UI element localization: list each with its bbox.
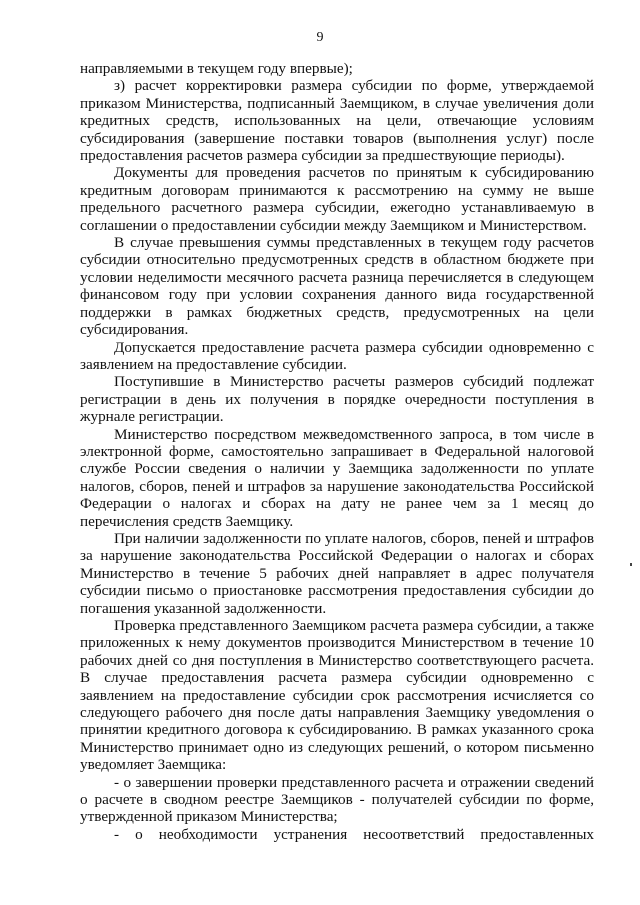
paragraph-documents-limit: Документы для проведения расчетов по принятым к субсидированию кредитным договорам принимаются к рассмотрению на сумму не выше предельного расчетного размера субсидии, ежегодно устанавливаемую в соглашении о предоставлении субсидии между Заемщиком и Министерством. xyxy=(80,164,594,234)
list-item-completion: - о завершении проверки представленного расчета и отражении сведений о расчете в сводном реестре Заемщиков - получателей субсидии по форме, утвержденной приказом Министерства; xyxy=(80,773,594,826)
paragraph-excess-amount: В случае превышения суммы представленных в текущем году расчетов субсидии относительно предусмотренных средств в областном бюджете при условии неделимости месячного расчета разница перечисляется в следующем финансовом году при условии сохранения данного вида государственной поддержки в рамках бюджетных средств, предусмотренных на цели субсидирования. xyxy=(80,234,594,339)
paragraph-registration: Поступившие в Министерство расчеты размеров субсидий подлежат регистрации в день их получения в порядке очередности поступления в журнале регистрации. xyxy=(80,373,594,426)
paragraph-tax-debt: При наличии задолженности по уплате налогов, сборов, пеней и штрафов за нарушение законодательства Российской Федерации о налогах и сборах Министерство в течение 5 рабочих дней направляет в адрес получателя субсидии письмо о приостановке рассмотрения предоставления субсидии до погашения указанной задолженности. xyxy=(80,529,594,617)
paragraph-simultaneous-submission: Допускается предоставление расчета размера субсидии одновременно с заявлением на предоставление субсидии. xyxy=(80,338,594,373)
document-body xyxy=(80,60,594,843)
paragraph-verification: Проверка представленного Заемщиком расчета размера субсидии, а также приложенных к нему документов производится Министерством в течение 10 рабочих дней со дня поступления в Министерство соответствующего расчета. В случае предоставления расчета размера субсидии одновременно с заявлением на предоставление субсидии срок рассмотрения исчисляется со следующего рабочего дня после даты направления Заемщику уведомления о принятии кредитного договора к субсидированию. В рамках указанного срока Министерство принимает одно из следующих решений, о котором письменно уведомляет Заемщика: xyxy=(80,617,594,774)
page-number: 9 xyxy=(316,30,324,45)
scan-edge-mark xyxy=(630,563,632,566)
paragraph-continuation: направляемыми в текущем году впервые); xyxy=(80,60,353,77)
paragraph-interagency-request: Министерство посредством межведомственного запроса, в том числе в электронной форме, самостоятельно запрашивает в Федеральной налоговой службе России сведения о наличии у Заемщика задолженности по уплате налогов, сборов, пеней и штрафов за нарушение законодательства Российской Федерации о налогах и сборах на дату не ранее чем за 1 месяц до перечисления средств Заемщику. xyxy=(80,425,594,530)
paragraph-item-z: з) расчет корректировки размера субсидии по форме, утверждаемой приказом Министерства, подписанный Заемщиком, в случае увеличения доли кредитных средств, использованных на цели, отвечающие условиям субсидирования (завершение поставки товаров (выполнения услуг) после предоставления расчетов размера субсидии за предшествующие периоды). xyxy=(80,77,594,165)
list-item-discrepancies: - о необходимости устранения несоответствий предоставленных xyxy=(114,825,594,843)
